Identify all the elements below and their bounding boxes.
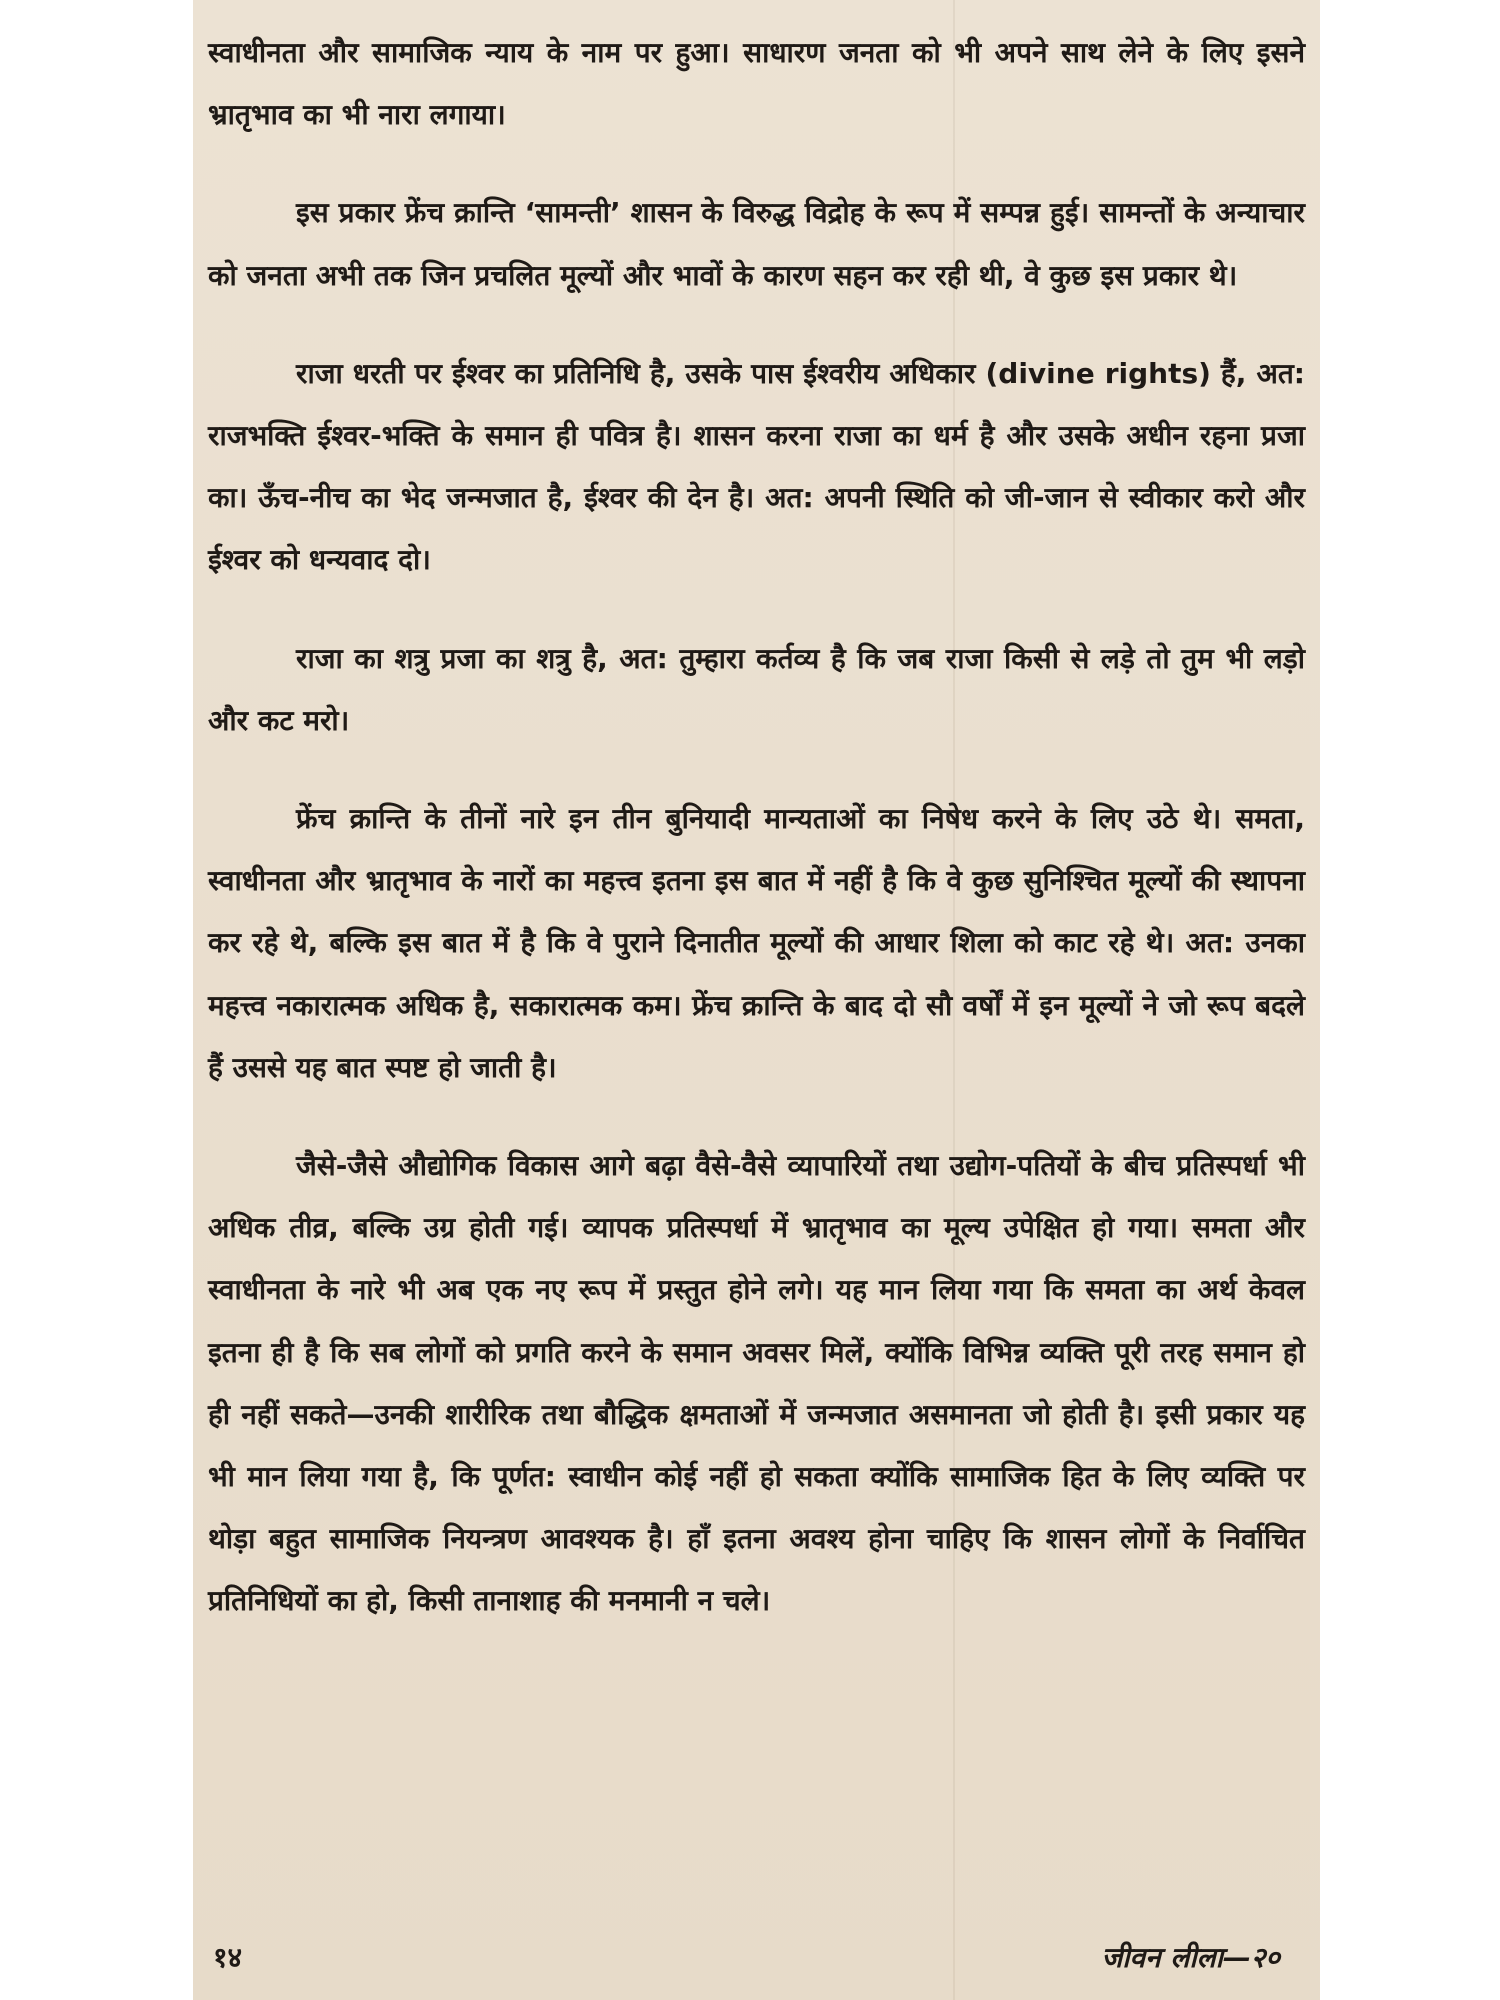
page-footer	[213, 1938, 1280, 1982]
paragraph-3: राजा धरती पर ईश्वर का प्रतिनिधि है, उसके पास ईश्वरीय अधिकार (divine rights) हैं, अत: राजभक्ति ईश्वर-भक्ति के समान ही पवित्र है। शासन करना राजा का धर्म है और उसके अधीन रहना प्रजा का। ऊँच-नीच का भेद जन्मजात है, ईश्वर की देन है। अत: अपनी स्थिति को जी-जान से स्वीकार करो और ईश्वर को धन्यवाद दो।	[208, 356, 1305, 577]
paragraph-6: जैसे-जैसे औद्योगिक विकास आगे बढ़ा वैसे-वैसे व्यापारियों तथा उद्योग-पतियों के बीच प्रतिस्पर्धा भी अधिक तीव्र, बल्कि उग्र होती गई। व्यापक प्रतिस्पर्धा में भ्रातृभाव का मूल्य उपेक्षित हो गया। समता और स्वाधीनता के नारे भी अब एक नए रूप में प्रस्तुत होने लगे। यह मान लिया गया कि समता का अर्थ केवल इतना ही है कि सब लोगों को प्रगति करने के समान अवसर मिलें, क्योंकि विभिन्न व्यक्ति पूरी तरह समान हो ही नहीं सकते—उनकी शारीरिक तथा बौद्धिक क्षमताओं में जन्मजात असमानता जो होती है। इसी प्रकार यह भी मान लिया गया है, कि पूर्णत: स्वाधीन कोई नहीं हो सकता क्योंकि सामाजिक हित के लिए व्यक्ति पर थोड़ा बहुत सामाजिक नियन्त्रण आवश्यक है। हाँ इतना अवश्य होना चाहिए कि शासन लोगों के निर्वाचित प्रतिनिधियों का हो, किसी तानाशाह की मनमानी न चले।	[208, 1149, 1305, 1618]
running-title: जीवन लीला—२०	[1101, 1941, 1280, 1974]
page-number: १४	[213, 1941, 243, 1974]
book-page	[193, 0, 1320, 2000]
paragraph-2: इस प्रकार फ्रेंच क्रान्ति ‘सामन्ती’ शासन के विरुद्ध विद्रोह के रूप में सम्पन्न हुई। सामन्तों के अन्याचार को जनता अभी तक जिन प्रचलित मूल्यों और भावों के कारण सहन कर रही थी, वे कुछ इस प्रकार थे।	[208, 196, 1305, 292]
paragraph-1: स्वाधीनता और सामाजिक न्याय के नाम पर हुआ। साधारण जनता को भी अपने साथ लेने के लिए इसने भ्रातृभाव का भी नारा लगाया।	[208, 36, 1305, 132]
page-body	[208, 22, 1305, 1669]
paragraph-4: राजा का शत्रु प्रजा का शत्रु है, अत: तुम्हारा कर्तव्य है कि जब राजा किसी से लड़े तो तुम भी लड़ो और कट मरो।	[208, 641, 1305, 737]
paragraph-5: फ्रेंच क्रान्ति के तीनों नारे इन तीन बुनियादी मान्यताओं का निषेध करने के लिए उठे थे। समता, स्वाधीनता और भ्रातृभाव के नारों का महत्त्व इतना इस बात में नहीं है कि वे कुछ सुनिश्चित मूल्यों की स्थापना कर रहे थे, बल्कि इस बात में है कि वे पुराने दिनातीत मूल्यों की आधार शिला को काट रहे थे। अत: उनका महत्त्व नकारात्मक अधिक है, सकारात्मक कम। फ्रेंच क्रान्ति के बाद दो सौ वर्षों में इन मूल्यों ने जो रूप बदले हैं उससे यह बात स्पष्ट हो जाती है।	[208, 802, 1305, 1084]
